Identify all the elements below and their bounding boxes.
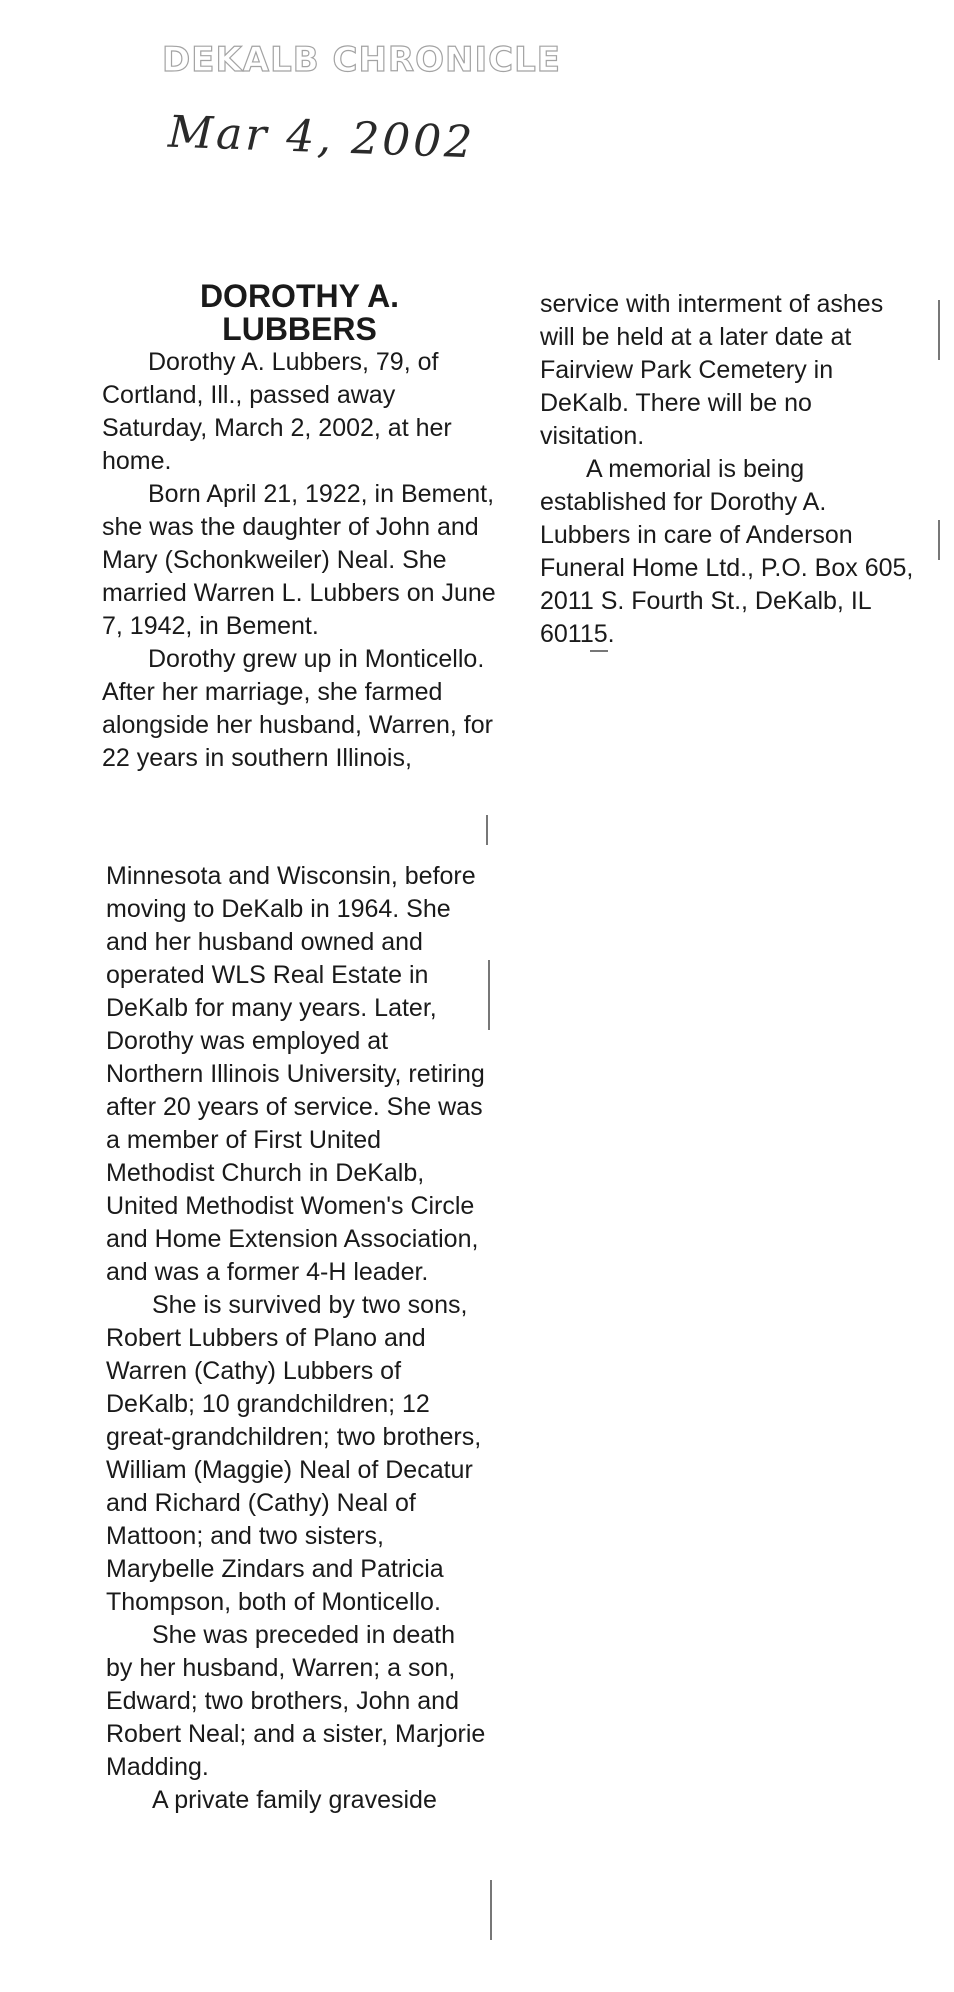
clipping-edge-mark [938, 300, 940, 360]
paragraph-preceded: She was preceded in death by her husband, Warren; a son, Edward; two brothers, John and Robert Neal; and a sister, Marjorie Madding. [106, 1621, 486, 1781]
newspaper-stamp: DEKALB CHRONICLE [162, 40, 561, 80]
clipping-edge-mark [488, 960, 490, 1030]
clipping-edge-mark [486, 815, 488, 845]
handwritten-date: Mar 4, 2002 [167, 106, 477, 169]
paragraph-survivors: She is survived by two sons, Robert Lubbers of Plano and Warren (Cathy) Lubbers of DeKalb; 10 grandchildren; 12 great-grandchildren; two brothers, William (Maggie) Neal of Decatur and Richard (Cathy) Neal of Mattoon; and two sisters, Marybelle Zindars and Patricia Thompson, both of Monticello. [106, 1291, 482, 1616]
paragraph-early-life: Dorothy grew up in Monticello. After her marriage, she farmed alongside her husband, Warren, for 22 years in southern Illinois, [102, 645, 493, 772]
paragraph-service: service with interment of ashes will be held at a later date at Fairview Park Cemetery in DeKalb. There will be no visitation. [540, 290, 884, 450]
clipping-edge-mark [490, 1880, 492, 1940]
paragraph-graveside: A private family graveside [152, 1786, 437, 1814]
column-1 [102, 280, 497, 775]
column-2 [106, 860, 488, 1817]
clipping-edge-mark [938, 520, 940, 560]
clipping-dash-mark [590, 650, 608, 652]
paragraph-intro: Dorothy A. Lubbers, 79, of Cortland, Ill., passed away Saturday, March 2, 2002, at her home. [102, 348, 452, 475]
column-3 [540, 288, 922, 651]
headline-line-2: LUBBERS [222, 311, 377, 347]
paragraph-birth: Born April 21, 1922, in Bement, she was the daughter of John and Mary (Schonkweiler) Neal. She married Warren L. Lubbers on June 7, 1942, in Bement. [102, 480, 496, 640]
paragraph-memorial: A memorial is being established for Dorothy A. Lubbers in care of Anderson Funeral Home Ltd., P.O. Box 605, 2011 S. Fourth St., DeKalb, IL 60115. [540, 455, 914, 648]
headline [102, 280, 497, 346]
paragraph-career: Minnesota and Wisconsin, before moving to DeKalb in 1964. She and her husband owned and operated WLS Real Estate in DeKalb for many years. Later, Dorothy was employed at Northern Illinois University, retiring after 20 years of service. She was a member of First United Methodist Church in DeKalb, United Methodist Women's Circle and Home Extension Association, and was a former 4-H leader. [106, 862, 485, 1286]
headline-line-1: DOROTHY A. [199, 278, 400, 314]
